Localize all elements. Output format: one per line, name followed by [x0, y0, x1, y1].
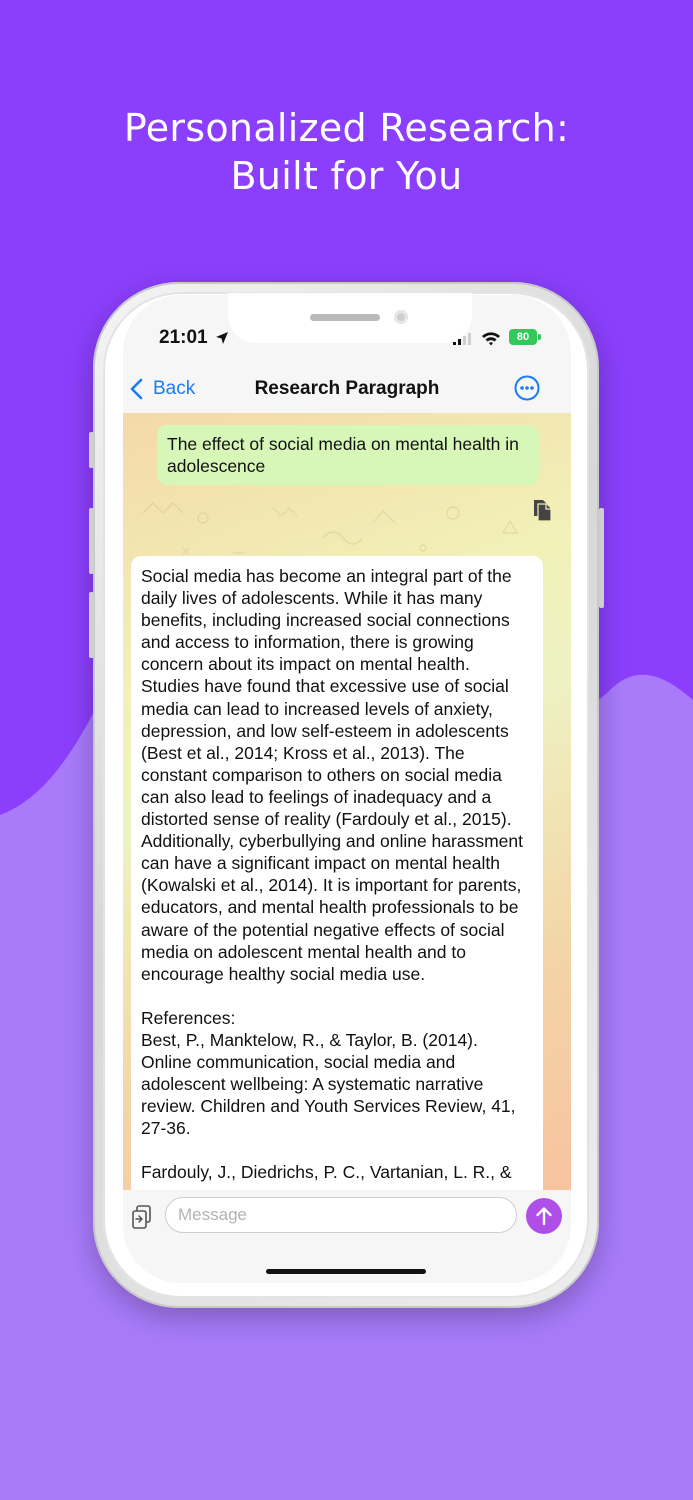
ellipsis-circle-icon[interactable] [514, 375, 540, 401]
copy-icon[interactable] [531, 497, 553, 523]
page-title: Research Paragraph [254, 378, 440, 399]
references-heading: References: [141, 1007, 236, 1028]
navigation-bar [123, 367, 571, 414]
earpiece-speaker [310, 314, 380, 321]
status-time: 21:01 [159, 327, 208, 348]
user-message-bubble[interactable]: The effect of social media on mental health in adolescence [157, 425, 539, 485]
chat-area[interactable] [123, 413, 571, 1190]
power-button [599, 508, 604, 608]
send-button[interactable] [526, 1198, 562, 1234]
promo-headline [0, 104, 693, 200]
promo-headline-line2: Built for You [230, 154, 463, 198]
wifi-icon [481, 330, 501, 346]
back-button[interactable] [129, 373, 195, 405]
arrow-up-icon [526, 1198, 562, 1234]
back-button-label: Back [153, 378, 196, 399]
battery-indicator: 80 [509, 329, 537, 345]
home-indicator [266, 1269, 426, 1274]
battery-tip [538, 334, 541, 340]
location-arrow-icon [215, 331, 229, 345]
assistant-response-bubble[interactable] [131, 556, 543, 1190]
mute-switch [89, 432, 94, 468]
phone-screen [123, 295, 571, 1283]
promo-headline-line1: Personalized Research: [123, 106, 570, 150]
reference-item: Best, P., Manktelow, R., & Taylor, B. (2014). Online communication, social media and adolescent wellbeing: A systematic narrative review. Children and Youth Services Review, 41, 27-36. [141, 1029, 516, 1139]
front-camera [394, 310, 408, 324]
message-input-bar [123, 1190, 571, 1283]
response-paragraph: Social media has become an integral part of the daily lives of adolescents. While it has many benefits, including increased social connections and access to information, there is growing concern about its impact on mental health. Studies have found that excessive use of social media can lead to increased levels of anxiety, depression, and low self-esteem in adolescents (Best et al., 2014; Kross et al., 2013). The constant comparison to others on social media can also lead to feelings of inadequacy and a distorted sense of reality (Fardouly et al., 2015). Additionally, cyberbullying and online harassment can have a significant impact on mental health (Kowalski et al., 2014). It is important for parents, educators, and mental health professionals to be aware of the potential negative effects of social media on adolescent mental health and to encourage healthy social media use. [141, 566, 523, 984]
volume-up-button [89, 508, 94, 574]
volume-down-button [89, 592, 94, 658]
message-input[interactable] [165, 1197, 517, 1233]
document-attach-icon[interactable] [131, 1204, 153, 1230]
chevron-left-icon [129, 378, 145, 400]
reference-item: Fardouly, J., Diedrichs, P. C., Vartanian, L. R., & [141, 1162, 512, 1183]
